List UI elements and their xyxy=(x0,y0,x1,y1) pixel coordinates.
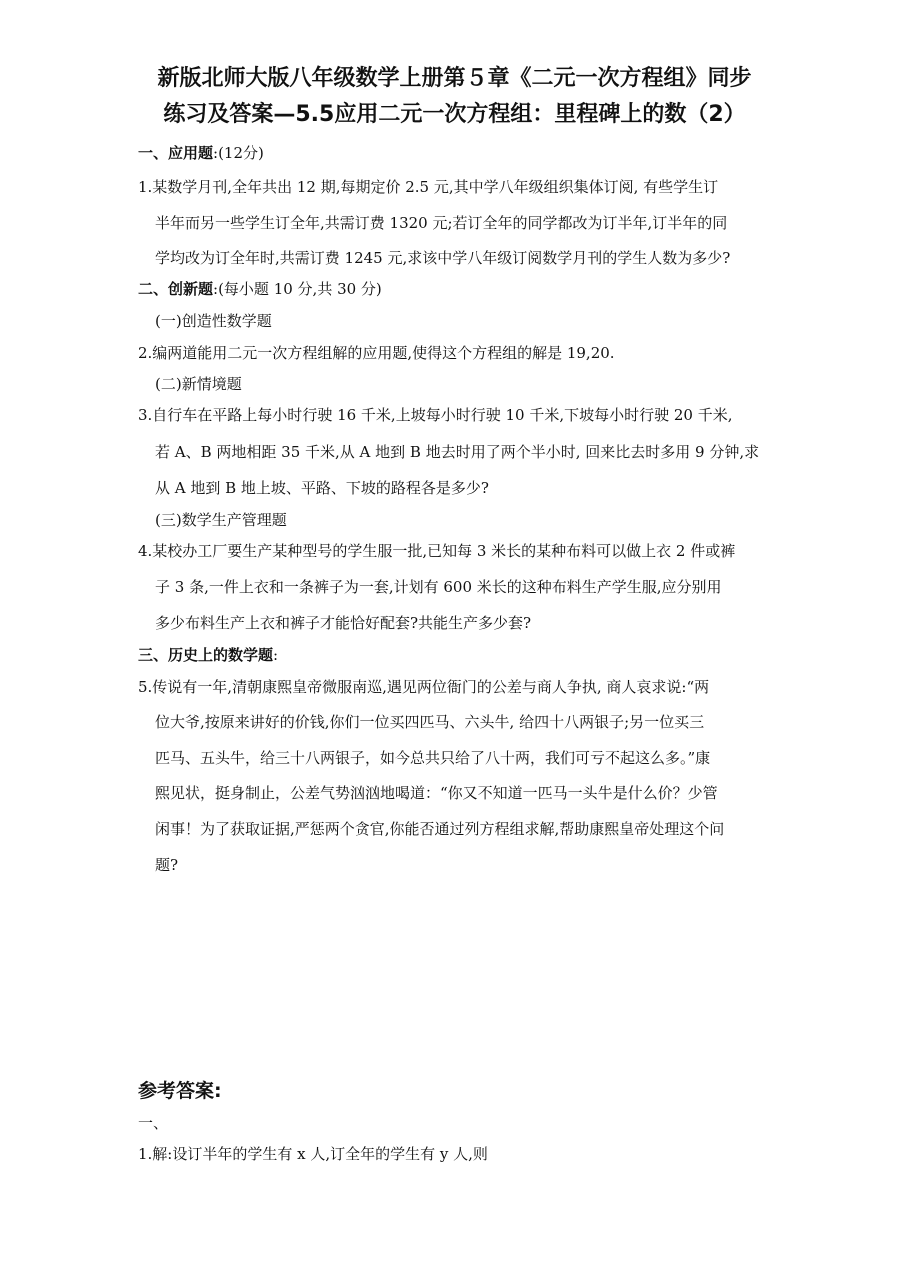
question-4-line-3: 多少布料生产上衣和裤子才能恰好配套?共能生产多少套? xyxy=(155,614,532,632)
question-4-line-2: 子 3 条,一件上衣和一条裤子为一套,计划有 600 米长的这种布料生产学生服,应分别用 xyxy=(155,578,722,596)
answer-1-line-1: 1.解:设订半年的学生有 x 人,订全年的学生有 y 人,则 xyxy=(138,1145,488,1163)
section-2-note: :(每小题 10 分,共 30 分) xyxy=(213,280,382,298)
section-3-header xyxy=(138,645,278,665)
question-2: 2.编两道能用二元一次方程组解的应用题,使得这个方程组的解是 19,20. xyxy=(138,344,615,362)
section-1-note: :(12分) xyxy=(213,144,264,162)
question-5-line-3: 匹马、五头牛，给三十八两银子，如今总共只给了八十两，我们可亏不起这么多。”康 xyxy=(155,749,711,767)
section-3-heading: 三、历史上的数学题 xyxy=(138,646,274,664)
question-1-line-2: 半年而另一些学生订全年,共需订费 1320 元;若订全年的同学都改为订半年,订半年的同 xyxy=(155,214,728,232)
question-5-line-1: 5.传说有一年,清朝康熙皇帝微服南巡,遇见两位衙门的公差与商人争执, 商人哀求说:“两 xyxy=(138,678,710,696)
question-3-line-3: 从 A 地到 B 地上坡、平路、下坡的路程各是多少? xyxy=(155,479,489,497)
answers-heading: 参考答案: xyxy=(138,1080,222,1102)
question-1-line-3: 学均改为订全年时,共需订费 1245 元,求该中学八年级订阅数学月刊的学生人数为多少? xyxy=(155,249,731,267)
question-5-line-2: 位大爷,按原来讲好的价钱,你们一位买四匹马、六头牛, 给四十八两银子;另一位买三 xyxy=(155,713,705,731)
document-title-line-1: 新版北师大版八年级数学上册第５章《二元一次方程组》同步 xyxy=(157,66,752,91)
question-5-line-6: 题? xyxy=(155,856,179,874)
section-3-note: : xyxy=(273,646,279,664)
subsection-3-title: (三)数学生产管理题 xyxy=(155,511,287,529)
question-5-line-4: 熙见状，挺身制止，公差气势汹汹地喝道：“你又不知道一匹马一头牛是什么价？少管 xyxy=(155,784,718,802)
subsection-2-title: (二)新情境题 xyxy=(155,375,242,393)
question-4-line-1: 4.某校办工厂要生产某种型号的学生服一批,已知每 3 米长的某种布料可以做上衣 2 件或裤 xyxy=(138,542,736,560)
section-1-heading: 一、应用题 xyxy=(138,144,214,162)
subsection-1-title: (一)创造性数学题 xyxy=(155,312,272,330)
question-5-line-5: 闲事！为了获取证据,严惩两个贪官,你能否通过列方程组求解,帮助康熙皇帝处理这个问 xyxy=(155,820,725,838)
document-title-line-2: 练习及答案—5.5应用二元一次方程组：里程碑上的数（2） xyxy=(163,102,746,127)
section-2-heading: 二、创新题 xyxy=(138,280,214,298)
section-1-header xyxy=(138,143,264,163)
question-3-line-2: 若 A、B 两地相距 35 千米,从 A 地到 B 地去时用了两个半小时, 回来比去时多用 9 分钟,求 xyxy=(155,443,760,461)
question-3-line-1: 3.自行车在平路上每小时行驶 16 千米,上坡每小时行驶 10 千米,下坡每小时行驶 20 千米, xyxy=(138,406,733,424)
section-2-header xyxy=(138,279,382,299)
question-1-line-1: 1.某数学月刊,全年共出 12 期,每期定价 2.5 元,其中学八年级组织集体订阅, 有些学生订 xyxy=(138,178,719,196)
answers-section-label: 一、 xyxy=(138,1114,169,1132)
